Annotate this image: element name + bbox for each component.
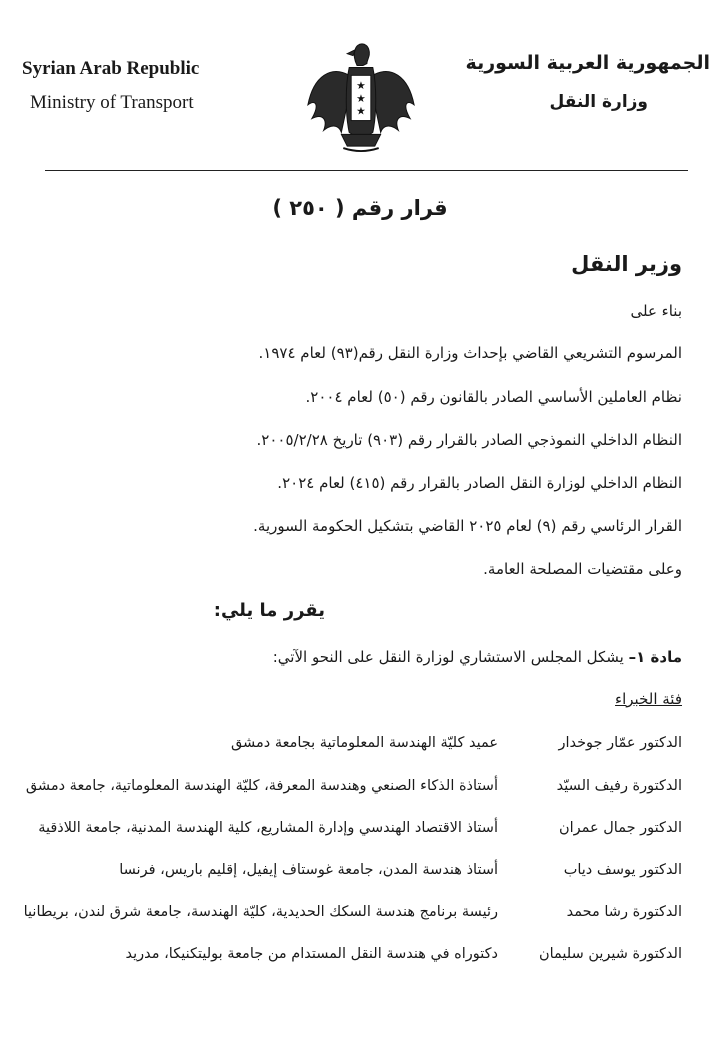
svg-text:★: ★ — [356, 79, 366, 93]
experts-category-heading: فئة الخبراء — [615, 690, 682, 708]
member-title: أستاذ الاقتصاد الهندسي وإدارة المشاريع، كلية الهندسة المدنية، جامعة اللاذقية — [38, 820, 498, 836]
article-1-text: يشكل المجلس الاستشاري لوزارة النقل على النحو الآتي: — [272, 648, 624, 666]
member-name: الدكتورة رفيف السيّد — [556, 778, 682, 794]
reference-item: المرسوم التشريعي القاضي بإحداث وزارة النقل رقم(٩٣) لعام ١٩٧٤. — [258, 344, 682, 362]
reference-item: القرار الرئاسي رقم (٩) لعام ٢٠٢٥ القاضي بتشكيل الحكومة السورية. — [253, 517, 682, 535]
member-name: الدكتور جمال عمران — [558, 820, 682, 836]
country-name-en: Syrian Arab Republic — [22, 58, 200, 79]
member-name: الدكتور يوسف دياب — [563, 862, 682, 878]
syrian-eagle-emblem-icon — [302, 36, 420, 154]
member-name: الدكتورة رشا محمد — [566, 904, 682, 920]
member-name: الدكتور عمّار جوخدار — [558, 735, 682, 751]
member-title: أستاذة الذكاء الصنعي وهندسة المعرفة، كليّة الهندسة المعلوماتية، جامعة دمشق — [25, 778, 498, 794]
article-1-label: مادة ١– — [628, 648, 682, 666]
member-title: رئيسة برنامج هندسة السكك الحديدية، كليّة الهندسة، جامعة شرق لندن، بريطانيا — [23, 904, 498, 920]
based-on-label: بناء على — [630, 302, 682, 320]
ministry-name-en: Ministry of Transport — [30, 92, 194, 113]
reference-item: النظام الداخلي النموذجي الصادر بالقرار رقم (٩٠٣) تاريخ ٢٠٠٥/٢/٢٨. — [256, 431, 682, 449]
country-name-ar: الجمهورية العربية السورية — [465, 52, 710, 74]
issuer-heading: وزير النقل — [571, 252, 682, 276]
member-title: دكتوراه في هندسة النقل المستدام من جامعة بوليتكنيكا، مدريد — [125, 946, 498, 962]
reference-item: وعلى مقتضيات المصلحة العامة. — [483, 560, 682, 578]
member-title: أستاذ هندسة المدن، جامعة غوستاف إيفيل، إقليم باريس، فرنسا — [119, 862, 498, 878]
article-1 — [273, 648, 682, 666]
decision-title: قرار رقم ( ٢٥٠ ) — [272, 196, 448, 220]
svg-text:★: ★ — [356, 91, 366, 105]
reference-item: النظام الداخلي لوزارة النقل الصادر بالقرار رقم (٤١٥) لعام ٢٠٢٤. — [277, 474, 682, 492]
member-name: الدكتورة شيرين سليمان — [538, 946, 682, 962]
header-divider — [45, 170, 688, 171]
reference-item: نظام العاملين الأساسي الصادر بالقانون رقم (٥٠) لعام ٢٠٠٤. — [305, 388, 682, 406]
ministry-name-ar: وزارة النقل — [549, 92, 648, 112]
member-title: عميد كليّة الهندسة المعلوماتية بجامعة دمشق — [230, 735, 498, 751]
svg-text:★: ★ — [356, 104, 366, 118]
decides-heading: يقرر ما يلي: — [213, 600, 325, 621]
